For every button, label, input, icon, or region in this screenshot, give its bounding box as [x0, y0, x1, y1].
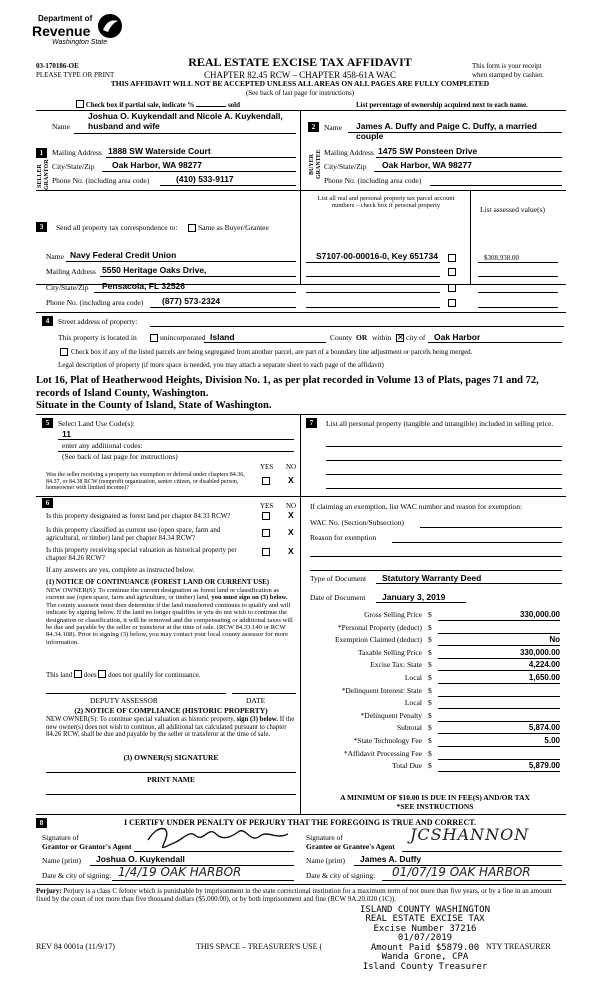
- minimum-note-2: *SEE INSTRUCTIONS: [396, 802, 474, 811]
- land-use-code: 11: [62, 429, 71, 439]
- dollar-sign: $: [428, 622, 432, 632]
- seller-section: [36, 110, 300, 190]
- form-warning: THIS AFFIDAVIT WILL NOT BE ACCEPTED UNLESS ALL AREAS ON ALL PAGES ARE FULLY COMPLETED: [110, 79, 490, 88]
- seller-phone-label: Phone No. (including area code): [52, 176, 150, 185]
- reason-label: Reason for exemption: [310, 533, 377, 542]
- notice-compliance-body-a: NEW OWNER(S): To continue special valuation as historic property,: [46, 716, 235, 723]
- does-not-checkbox[interactable]: [98, 670, 106, 678]
- section-2-number: 2: [308, 122, 319, 132]
- certify-text: I CERTIFY UNDER PENALTY OF PERJURY THAT THE FOREGOING IS TRUE AND CORRECT.: [123, 818, 476, 827]
- tax-row-label: Total Due: [392, 761, 422, 771]
- seller-name-line2: husband and wife: [88, 121, 160, 131]
- tax-row: [306, 623, 566, 635]
- form-id: 03-170186-OE: [36, 62, 79, 70]
- grantee-name-label: Name (print): [306, 856, 345, 865]
- land-use-see-back: (See back of last page for instructions): [62, 452, 178, 461]
- dor-logo: [30, 10, 130, 52]
- seller-side-label: SELLER GRANTOR: [37, 159, 50, 190]
- buyer-city-label: City/State/Zip: [324, 162, 367, 171]
- tax-row-value: 5.00: [438, 736, 560, 747]
- treasurer-stamp: [350, 906, 500, 972]
- tax-row-label: *Delinquent Interest: State: [341, 685, 422, 695]
- assessed-value: $308,938.00: [484, 254, 519, 262]
- section-4-number: 4: [42, 316, 53, 326]
- stamp-line-3: Excise Number 37216: [373, 923, 477, 934]
- receipt-note-2: when stamped by cashier.: [472, 71, 544, 79]
- tax-row: [306, 660, 566, 672]
- corr-mailing: 5550 Heritage Oaks Drive,: [102, 265, 207, 275]
- stamp-line-5: Amount Paid $5879.00: [370, 942, 480, 953]
- dollar-sign: $: [428, 660, 432, 670]
- tax-row-value: [438, 711, 560, 722]
- footer-rev: REV 84 0001a (11/9/17): [36, 942, 115, 951]
- assessed-header: List assessed value(s): [480, 205, 545, 214]
- ownership-note: List percentage of ownership acquired next to each name.: [356, 101, 528, 109]
- city-value: Oak Harbor: [434, 332, 481, 342]
- section-8-number: 8: [36, 818, 47, 828]
- within-city-checkbox[interactable]: ✕: [397, 333, 404, 342]
- located-label: This property is located in: [58, 333, 137, 342]
- tax-row: [306, 686, 566, 698]
- personal-property-checkbox-3[interactable]: [448, 284, 456, 292]
- tax-row-value: 5,874.00: [438, 723, 560, 734]
- tax-row-value: 330,000.00: [438, 648, 560, 659]
- doc-date-label: Date of Document: [310, 593, 366, 602]
- seller-city: Oak Harbor, WA 98277: [112, 160, 202, 170]
- tax-row: [306, 635, 566, 647]
- parcel-header: List all real and personal property tax parcel account numbers – check box if personal property: [317, 195, 455, 210]
- county-label: County: [330, 333, 353, 342]
- notice-continuance-body-b: The county assessor must then determine if the land transferred continues to qualify and will indicate by signing below. If the land no longer qualifies or you do not wish to continue the designation or classification, it will be removed and the compensating or additional taxes will be due and payable by the seller or transferor at the time of sale. (RCW 84.33.140 or RCW 84.34.108). Prior to signing (3) below, you may contact your local county assessor for more information.: [46, 601, 293, 646]
- notice-compliance-body: [46, 716, 296, 739]
- dollar-sign: $: [428, 761, 432, 771]
- tax-row-label: Gross Selling Price: [364, 610, 422, 619]
- current-use-yes-checkbox[interactable]: [262, 529, 270, 537]
- stamp-line-2: REAL ESTATE EXCISE TAX: [365, 914, 485, 925]
- tax-row: [306, 723, 566, 735]
- parcel-number: S7107-00-00016-0, Key 651734: [316, 251, 438, 261]
- exemption-question: Was the seller receiving a property tax exemption or deferral under chapters 84.36, 84.37, or 84.38 RCW (nonprofit organization, senior citizen, or disabled person, homeowner with limited income)?: [46, 472, 245, 492]
- tax-row-value: 1,650.00: [438, 673, 560, 684]
- stamp-line-7: Island County Treasurer: [362, 961, 488, 972]
- date-label: DATE: [246, 696, 266, 705]
- send-correspondence-label: Send all property tax correspondence to:: [56, 223, 178, 232]
- exemption-claim-label: If claiming an exemption, list WAC number and reason for exemption:: [310, 502, 523, 511]
- does-label: does: [83, 671, 97, 679]
- tax-row-label: Subtotal: [396, 723, 422, 733]
- tax-row: [306, 711, 566, 723]
- partial-sale-sold: sold: [227, 101, 241, 109]
- section-7-number: 7: [306, 418, 317, 428]
- minimum-note-1: A MINIMUM OF $10.00 IS DUE IN FEE(S) AND/OR TAX: [340, 793, 530, 802]
- footer-treasurer-space: THIS SPACE – TREASURER'S USE (: [196, 942, 323, 951]
- buyer-name-label: Name: [324, 123, 342, 132]
- grantee-sig-label-a: Signature of: [306, 833, 343, 842]
- unincorporated-checkbox[interactable]: [150, 334, 158, 342]
- tax-row-value: No: [438, 635, 560, 646]
- tax-row-label: Excise Tax: State: [370, 660, 422, 670]
- notice-continuance-body-a: NEW OWNER(S): To continue the current designation as forest land or classification as current use (open space, farm and agriculture, or timber) land,: [46, 587, 279, 602]
- buyer-phone-label: Phone No. (including area code): [324, 176, 422, 185]
- see-back-note: (See back of last page for instructions): [245, 89, 355, 97]
- buyer-section: [304, 110, 566, 190]
- perjury-text: Perjury is a class C felony which is punishable by imprisonment in the state correctional institution for a maximum term of not more than five years, or by a fine in an amount fixed by the court of not more than five thousand dollars ($5,000.00), or by both imprisonment and fine (RCW 9A.20.020 (1C)).: [36, 887, 552, 904]
- logo-department-text: Department of: [38, 14, 93, 23]
- seller-city-label: City/State/Zip: [52, 162, 95, 171]
- tax-row-value: [438, 686, 560, 697]
- tax-row-label: Taxable Selling Price: [357, 647, 422, 657]
- dollar-sign: $: [428, 673, 432, 682]
- county-value: Island: [210, 332, 235, 342]
- tax-row-value: 4,224.00: [438, 660, 560, 671]
- partial-sale-row: [76, 100, 240, 109]
- grantor-name-label: Name (print): [42, 856, 81, 865]
- forest-no-mark: X: [288, 510, 294, 520]
- street-label: Street address of property:: [58, 317, 138, 326]
- tax-row: [306, 761, 566, 773]
- doc-type-label: Type of Document: [310, 574, 367, 583]
- same-as-buyer-checkbox[interactable]: [188, 224, 196, 232]
- logo-revenue-text: Revenue: [32, 23, 91, 39]
- if-yes-note: If any answers are yes, complete as instructed below.: [46, 566, 195, 574]
- please-type-text: PLEASE TYPE OR PRINT: [36, 71, 115, 79]
- personal-property-checkbox-2[interactable]: [448, 268, 456, 276]
- corr-name-label: Name: [46, 252, 64, 261]
- buyer-name: James A. Duffy and Paige C. Duffy, a married couple: [356, 121, 537, 141]
- notice-compliance-bold: sign (3) below.: [236, 716, 278, 723]
- corr-city-label: City/State/Zip: [46, 283, 89, 292]
- corr-name: Navy Federal Credit Union: [70, 250, 177, 260]
- dollar-sign: $: [428, 610, 432, 619]
- dollar-sign: $: [428, 647, 432, 657]
- tax-row-label: *Delinquent Penalty: [360, 710, 422, 720]
- doc-type: Statutory Warranty Deed: [382, 573, 482, 583]
- partial-sale-checkbox[interactable]: [76, 100, 84, 108]
- stamp-line-4: 01/07/2019: [397, 933, 453, 944]
- partial-sale-label: Check box if partial sale, indicate %: [85, 101, 195, 109]
- yes-header-6: YES: [260, 502, 274, 510]
- dollar-sign: $: [428, 698, 432, 708]
- does-checkbox[interactable]: [74, 670, 82, 678]
- grantor-date-label: Date & city of signing:: [42, 871, 112, 880]
- exemption-yes-checkbox[interactable]: [262, 477, 270, 485]
- dollar-sign: $: [428, 635, 432, 645]
- notice-compliance-title: (2) NOTICE OF COMPLIANCE (HISTORIC PROPERTY): [74, 706, 268, 715]
- grantee-date-label: Date & city of signing:: [306, 871, 376, 880]
- tax-row: [306, 610, 566, 622]
- grantee-name: James A. Duffy: [360, 854, 422, 864]
- additional-codes-label: enter any additional codes:: [62, 441, 143, 450]
- dollar-sign: $: [428, 748, 432, 758]
- form-title: REAL ESTATE EXCISE TAX AFFIDAVIT: [188, 55, 412, 69]
- grantee-sig-label-b: Grantee or Grantee's Agent: [306, 842, 395, 851]
- personal-property-label: List all personal property (tangible and intangible) included in selling price.: [326, 419, 554, 428]
- tax-row: [306, 673, 566, 685]
- current-use-question: Is this property classified as current use (open space, farm and agricultural, or timber) land per chapter 84.34 RCW?: [46, 526, 221, 543]
- buyer-side-label: BUYER GRANTEE: [309, 149, 322, 179]
- grantor-sig-label-a: Signature of: [42, 833, 79, 842]
- same-as-buyer-label: Same as Buyer/Grantee: [198, 223, 269, 232]
- tax-row-value: 330,000.00: [438, 610, 560, 621]
- this-land-label: This land: [46, 671, 73, 679]
- section-3-number: 3: [36, 222, 47, 232]
- doc-date: January 3, 2019: [382, 592, 446, 602]
- unincorporated-label: unincorporated: [160, 333, 206, 342]
- buyer-mailing-label: Mailing Address: [324, 148, 374, 157]
- personal-property-checkbox-4[interactable]: [448, 299, 456, 307]
- grantor-signature: [138, 822, 298, 852]
- notice-continuance-body: [46, 587, 296, 646]
- current-use-no-mark: X: [288, 527, 294, 537]
- grantee-date-city: 01/07/19 OAK HARBOR: [392, 865, 531, 879]
- perjury-bold: Perjury:: [36, 887, 62, 895]
- no-header-6: NO: [286, 502, 297, 510]
- notice-continuance-bold: you must sign on (3) below.: [211, 594, 288, 602]
- grantor-name: Joshua O. Kuykendall: [96, 854, 185, 864]
- notice-compliance-body-b: If the new owner(s) does not wish to continue, all additional tax calculated pursuant to chapter 84.26 RCW, shall be due and payable by the seller or transferor at the time of sale.: [46, 716, 295, 739]
- tax-row-label: Exemption Claimed (deduct): [334, 635, 422, 645]
- owner-signature-label: (3) OWNER(S) SIGNATURE: [123, 753, 219, 762]
- notice-continuance-title: (1) NOTICE OF CONTINUANCE (FOREST LAND OR CURRENT USE): [46, 578, 270, 586]
- historic-yes-checkbox[interactable]: [262, 548, 270, 556]
- does-not-label: does not qualify for continuance.: [108, 671, 201, 679]
- tax-row-label: *Affidavit Processing Fee: [343, 748, 422, 758]
- tax-row-label: *State Technology Fee: [353, 736, 422, 745]
- perjury-notice: [36, 887, 566, 903]
- print-name-label: PRINT NAME: [147, 775, 195, 784]
- logo-state-text: Washington State: [52, 39, 108, 46]
- tax-row-label: Local: [404, 698, 422, 708]
- tax-row: [306, 749, 566, 761]
- seller-name-line1: Joshua O. Kuykendall and Nicole A. Kuykendall,: [88, 111, 283, 121]
- stamp-line-6: Wanda Grone, CPA: [381, 952, 469, 963]
- receipt-note-1: This form is your receipt: [472, 62, 542, 70]
- tax-row-value: [438, 698, 560, 709]
- section-1-number: 1: [36, 148, 47, 158]
- forest-yes-checkbox[interactable]: [262, 512, 270, 520]
- footer-treasurer: NTY TREASURER: [486, 942, 551, 951]
- historic-no-mark: X: [288, 546, 294, 556]
- qualify-row: [46, 670, 200, 679]
- dollar-sign: $: [428, 685, 432, 695]
- historic-question: Is this property receiving special valuation as historical property per chapter 84.26 RCW?: [46, 546, 237, 563]
- situate-text: Situate in the County of Island, State of Washington.: [36, 400, 272, 411]
- seller-mailing-label: Mailing Address: [52, 148, 102, 157]
- tax-row: [306, 648, 566, 660]
- yes-header-5: YES: [260, 463, 274, 471]
- exemption-no-mark: X: [288, 475, 294, 485]
- corr-phone: (877) 573-2324: [162, 296, 221, 306]
- dollar-sign: $: [428, 723, 432, 733]
- section-6-number: 6: [42, 498, 53, 508]
- tax-row-value: [438, 749, 560, 760]
- tax-row-value: 5,879.00: [438, 761, 560, 772]
- seller-phone: (410) 533-9117: [176, 174, 234, 184]
- corr-city: Pensacola, FL 32526: [102, 281, 186, 291]
- segregated-checkbox[interactable]: [60, 348, 68, 356]
- tax-row-label: Local: [404, 673, 422, 682]
- within-label: within: [372, 333, 392, 342]
- grantor-date-city: 1/4/19 OAK HARBOR: [118, 865, 242, 879]
- legal-description: Lot 16, Plat of Heatherwood Heights, Division No. 1, as per plat recorded in Volume 13 of Plats, pages 71 and 72, records of Island County, Washington.: [36, 375, 539, 400]
- tax-row-value: [438, 623, 560, 634]
- form-chapter: CHAPTER 82.45 RCW – CHAPTER 458-61A WAC: [204, 70, 396, 80]
- section-5-number: 5: [42, 418, 53, 428]
- forest-question: Is this property designated as forest land per chapter 84.33 RCW?: [46, 512, 231, 520]
- corr-phone-label: Phone No. (including area code): [46, 298, 144, 307]
- dollar-sign: $: [428, 710, 432, 720]
- city-of-label: city of: [406, 333, 426, 342]
- land-use-label: Select Land Use Code(s):: [58, 419, 135, 428]
- no-header-5: NO: [286, 463, 297, 471]
- tax-row-label: *Personal Property (deduct): [337, 622, 422, 632]
- seller-mailing: 1888 SW Waterside Court: [108, 146, 211, 156]
- tax-row: [306, 698, 566, 710]
- deputy-assessor-label: DEPUTY ASSESSOR: [90, 696, 158, 705]
- buyer-mailing: 1475 SW Ponsteen Drive: [378, 146, 478, 156]
- grantor-sig-label-b: Grantor or Grantor's Agent: [42, 842, 132, 851]
- seller-name-label: Name: [52, 122, 70, 131]
- personal-property-checkbox-1[interactable]: [448, 254, 456, 262]
- or-label: OR: [356, 333, 368, 342]
- buyer-city: Oak Harbor, WA 98277: [382, 160, 472, 170]
- legal-description-label: Legal description of property (if more space is needed, you may attach a separate sheet to each page of the affidavit): [58, 361, 384, 369]
- wac-label: WAC No. (Section/Subsection): [310, 518, 404, 527]
- dollar-sign: $: [428, 736, 432, 745]
- corr-mailing-label: Mailing Address: [46, 267, 96, 276]
- stamp-line-1: ISLAND COUNTY WASHINGTON: [359, 905, 491, 915]
- tax-row: [306, 736, 566, 748]
- logo-swirl-icon: [96, 12, 124, 40]
- segregated-label: Check box if any of the listed parcels are being segregated from another parcel, are part of a boundary line adjustment or parcels being merged.: [71, 348, 473, 356]
- grantee-signature: JCSHANNON: [410, 825, 530, 844]
